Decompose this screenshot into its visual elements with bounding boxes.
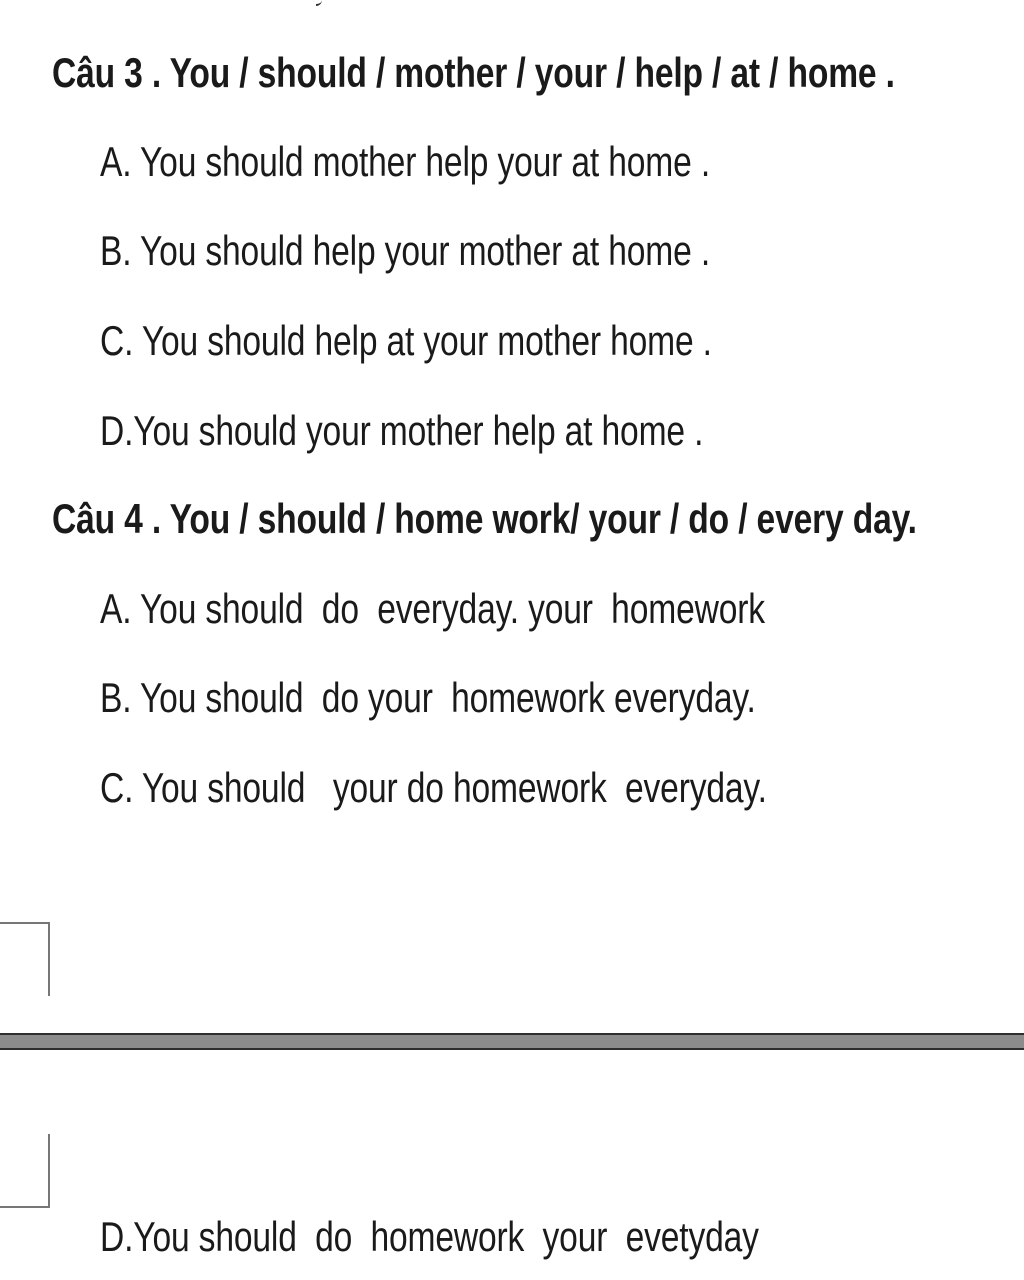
question-4-option-a: A. You should do everyday. your homework: [100, 585, 765, 632]
page-corner-bottom: [0, 1134, 50, 1208]
question-3-prompt: Câu 3 . You / should / mother / your / help / at / home .: [52, 49, 895, 96]
question-4-option-d: D.You should do homework your evetyday: [100, 1213, 759, 1260]
top-partial-mark: [316, 0, 322, 6]
question-3-option-a: A. You should mother help your at home .: [100, 138, 710, 185]
page-separator: [0, 1033, 1024, 1050]
question-3-option-b: B. You should help your mother at home .: [100, 227, 710, 274]
question-3-option-d: D.You should your mother help at home .: [100, 407, 704, 454]
question-3-option-c: C. You should help at your mother home .: [100, 317, 712, 364]
question-4-option-c: C. You should your do homework everyday.: [100, 764, 767, 811]
question-4-prompt: Câu 4 . You / should / home work/ your / do / every day.: [52, 495, 917, 542]
page-corner-top: [0, 922, 50, 996]
question-4-option-b: B. You should do your homework everyday.: [100, 674, 756, 721]
